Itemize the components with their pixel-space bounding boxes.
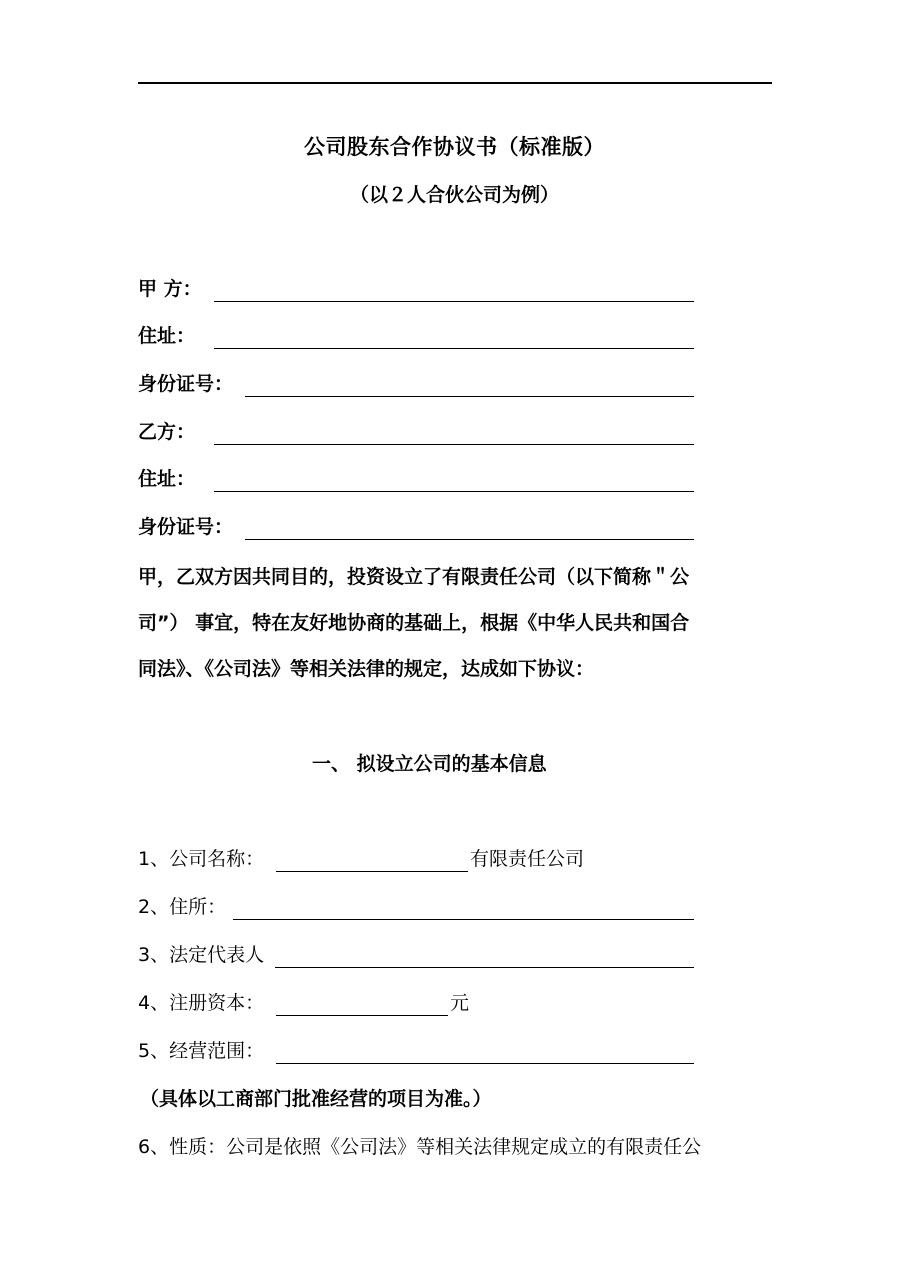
party-a-address-label: 住址：	[138, 325, 196, 347]
company-name-label: 1、公司名称：	[138, 848, 265, 870]
preamble-paragraph	[138, 554, 778, 692]
party-a-id-blank[interactable]	[245, 396, 694, 397]
document-title: 公司股东合作协议书（标准版）	[304, 135, 605, 159]
domicile-label: 2、住所：	[138, 896, 227, 918]
party-a-address-blank[interactable]	[214, 348, 694, 349]
company-name-suffix: 有限责任公司	[470, 848, 585, 870]
header-rule	[138, 82, 772, 84]
company-name-blank[interactable]	[276, 871, 468, 872]
preamble-line: 同法》、《公司法》等相关法律的规定，达成如下协议：	[138, 658, 595, 680]
party-b-id-label: 身份证号：	[138, 516, 234, 538]
party-b-id-blank[interactable]	[245, 539, 694, 540]
section-heading: 一、 拟设立公司的基本信息	[312, 753, 547, 775]
party-a-id-label: 身份证号：	[138, 373, 234, 395]
party-a-blank[interactable]	[214, 301, 694, 302]
nature-item: 6、性质：公司是依照《公司法》等相关法律规定成立的有限责任公	[138, 1136, 702, 1158]
registered-capital-suffix: 元	[450, 992, 470, 1014]
party-a-label: 甲 方：	[138, 278, 202, 300]
party-b-address-blank[interactable]	[214, 491, 694, 492]
business-scope-note: （具体以工商部门批准经营的项目为准。）	[140, 1088, 492, 1110]
business-scope-blank[interactable]	[276, 1063, 694, 1064]
registered-capital-label: 4、注册资本：	[138, 992, 265, 1014]
legal-rep-blank[interactable]	[275, 967, 694, 968]
party-b-label: 乙方：	[138, 421, 196, 443]
document-subtitle: （以２人合伙公司为例）	[349, 184, 559, 206]
business-scope-label: 5、经营范围：	[138, 1040, 265, 1062]
domicile-blank[interactable]	[233, 919, 694, 920]
preamble-line: 甲，乙双方因共同目的，投资设立了有限责任公司（以下简称＂公	[138, 566, 690, 588]
registered-capital-blank[interactable]	[276, 1015, 448, 1016]
party-b-address-label: 住址：	[138, 468, 196, 490]
legal-rep-label: 3、法定代表人	[138, 944, 265, 966]
preamble-line: 司”） 事宜，特在友好地协商的基础上，根据《中华人民共和国合	[138, 612, 690, 634]
party-b-blank[interactable]	[214, 444, 694, 445]
